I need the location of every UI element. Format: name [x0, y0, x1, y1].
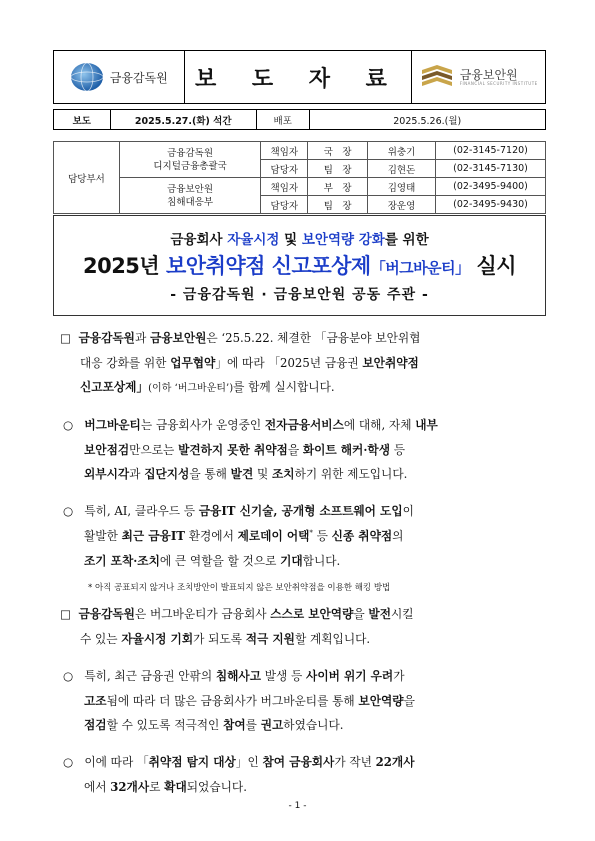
bodo-date: 2025.5.27.(화) 석간 [110, 110, 256, 130]
contact-name: 위충기 [368, 142, 436, 160]
release-date-table [53, 109, 546, 130]
headline-title: 2025년 보안취약점 신고포상제「버그바운티」 실시 [82, 254, 517, 278]
contact-title: 팀 장 [308, 196, 368, 214]
paragraph-1: □ 금융감독원과 금융보안원은 ‘25.5.22. 체결한 「금융분야 보안위협 [60, 331, 421, 345]
contact-name: 김영태 [368, 178, 436, 196]
fsi-logo-icon [420, 64, 454, 90]
fss-globe-icon [70, 62, 104, 92]
contact-name: 김현돈 [368, 160, 436, 178]
contact-phone: (02-3495-9400) [436, 178, 546, 196]
paragraph-2: ○ 버그바운티는 금융회사가 운영중인 전자금융서비스에 대해, 자체 내부 [63, 418, 438, 432]
dept-org-fsi: 금융보안원 침해대응부 [119, 178, 260, 214]
paragraph-3-line3: 조기 포착·조치에 큰 역할을 할 것으로 기대합니다. [84, 554, 341, 568]
contact-role: 책임자 [261, 178, 308, 196]
paragraph-4: □ 금융감독원은 버그바운티가 금융회사 스스로 보안역량을 발전시킬 [60, 607, 414, 621]
baepo-label: 배포 [256, 110, 309, 130]
contact-role: 담당자 [261, 160, 308, 178]
headline-subtitle: - 금융감독원 · 금융보안원 공동 주관 - [170, 287, 429, 303]
dept-org-fss: 금융감독원 디지털금융총괄국 [119, 142, 260, 178]
paragraph-5-line3: 점검할 수 있도록 적극적인 참여를 권고하였습니다. [84, 718, 344, 732]
paragraph-2-line2: 보안점검만으로는 발견하지 못한 취약점을 화이트 해커·학생 등 [84, 443, 406, 457]
page-title: 보 도 자 료 [194, 66, 401, 92]
paragraph-2-line3: 외부시각과 집단지성을 통해 발견 및 조치하기 위한 제도입니다. [84, 467, 408, 481]
contact-phone: (02-3495-9430) [436, 196, 546, 214]
header-table [53, 50, 546, 104]
paragraph-6: ○ 이에 따라 「취약점 탐지 대상」인 참여 금융회사가 작년 22개사 [63, 755, 415, 769]
paragraph-6-line2: 에서 32개사로 확대되었습니다. [84, 780, 247, 794]
paragraph-1-line2: 대응 강화를 위한 업무협약」에 따라 「2025년 금융권 보안취약점 [80, 356, 419, 370]
footnote: * 아직 공표되지 않거나 조치방안이 발표되지 않은 보안취약점을 이용한 해킹 방법 [88, 583, 391, 593]
fsi-logo-sub: FINANCIAL SECURITY INSTITUTE [459, 80, 538, 86]
paragraph-3: ○ 특히, AI, 클라우드 등 금융IT 신기술, 공개형 소프트웨어 도입이 [63, 504, 414, 518]
fsi-logo-cell [412, 51, 546, 104]
contact-role: 담당자 [261, 196, 308, 214]
paragraph-5: ○ 특히, 최근 금융권 안팎의 침해사고 발생 등 사이버 위기 우려가 [63, 669, 405, 683]
contact-name: 장운영 [368, 196, 436, 214]
contact-title: 팀 장 [308, 160, 368, 178]
dept-label: 담당부서 [54, 142, 120, 214]
contact-role: 책임자 [261, 142, 308, 160]
fsi-logo-text: 금융보안원 [459, 67, 518, 82]
paragraph-3-line2: 활발한 최근 금융IT 환경에서 제로데이 어택* 등 신종 취약점의 [84, 529, 404, 543]
fss-logo-cell [54, 51, 185, 104]
paragraph-4-line2: 수 있는 자율시정 기회가 되도록 적극 지원할 계획입니다. [80, 632, 371, 646]
contact-title: 국 장 [308, 142, 368, 160]
paragraph-5-line2: 고조됨에 따라 더 많은 금융회사가 버그바운티를 통해 보안역량을 [84, 694, 415, 708]
baepo-date: 2025.5.26.(월) [309, 110, 545, 130]
contact-title: 부 장 [308, 178, 368, 196]
department-table [53, 141, 546, 214]
paragraph-1-line3: 신고포상제」(이하 ‘버그바운티’)를 함께 실시합니다. [80, 380, 335, 394]
title-cell [184, 51, 412, 104]
contact-phone: (02-3145-7130) [436, 160, 546, 178]
contact-phone: (02-3145-7120) [436, 142, 546, 160]
headline-box [53, 215, 546, 316]
headline-line1: 금융회사 자율시정 및 보안역량 강화를 위한 [170, 232, 429, 248]
bodo-label: 보도 [54, 110, 111, 130]
page-number: - 1 - [288, 801, 307, 811]
fss-logo-text: 금융감독원 [109, 70, 168, 85]
